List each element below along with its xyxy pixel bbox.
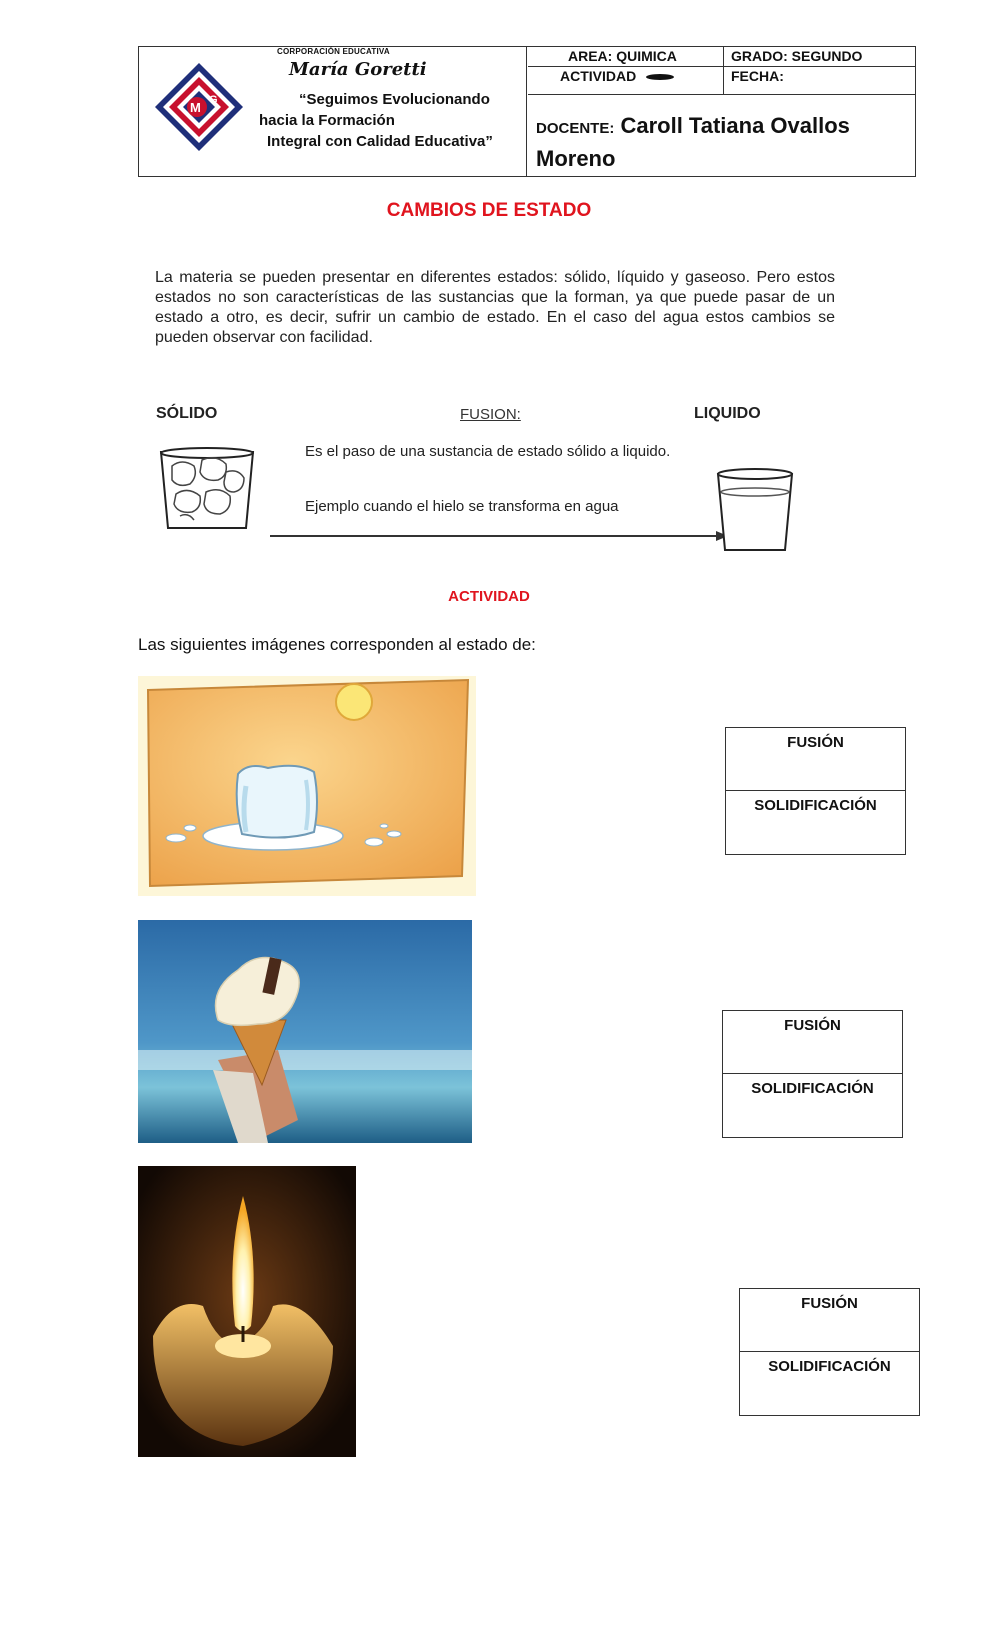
activity-prompt: Las siguientes imágenes corresponden al estado de: [138,635,536,654]
header-school-cell [139,47,527,176]
activity-oval-icon [646,74,674,80]
teacher-name: Caroll Tatiana Ovallos [620,113,850,138]
divider [723,47,724,94]
date-field[interactable]: FECHA: [731,68,784,84]
ice-cream-image [138,920,472,1143]
answer-box [725,727,906,855]
liquid-label: LIQUIDO [694,405,761,422]
divider [528,94,915,95]
fusion-label: FUSION: [460,406,521,423]
solid-label: SÓLIDO [156,405,218,422]
header-info-cell [528,47,915,176]
option-solidification[interactable]: SOLIDIFICACIÓN [754,797,877,814]
answer-box [722,1010,903,1138]
answer-box [739,1288,920,1416]
divider [528,66,915,67]
header-table [138,46,916,177]
activity-field[interactable] [560,68,674,84]
teacher-label: DOCENTE: [536,120,615,137]
motto-line: Integral con Calidad Educativa” [267,133,493,150]
water-glass-icon [715,466,795,556]
motto-line: “Seguimos Evolucionando [299,91,490,108]
arrow-right-icon [270,530,730,542]
fusion-description: Es el paso de una sustancia de estado sólido a liquido. [305,443,671,460]
corporation-label: CORPORACIÓN EDUCATIVA [277,47,390,56]
area-label: AREA: QUIMICA [568,48,677,64]
svg-text:G: G [209,94,218,106]
school-motto [259,89,509,152]
school-logo [151,59,247,155]
fusion-example: Ejemplo cuando el hielo se transforma en agua [305,498,619,515]
option-solidification[interactable]: SOLIDIFICACIÓN [751,1080,874,1097]
teacher-block [536,111,906,174]
option-fusion[interactable]: FUSIÓN [740,1289,919,1352]
option-solidification[interactable]: SOLIDIFICACIÓN [768,1358,891,1375]
school-name: María Goretti [289,59,427,80]
page-title: CAMBIOS DE ESTADO [386,200,592,221]
option-fusion[interactable]: FUSIÓN [723,1011,902,1074]
grade-label: GRADO: SEGUNDO [731,48,863,64]
melting-ice-image [138,676,476,896]
motto-line: hacia la Formación [259,112,395,129]
svg-text:M: M [190,100,201,115]
activity-title: ACTIVIDAD [448,588,530,605]
activity-label: ACTIVIDAD [560,68,637,84]
teacher-name: Moreno [536,146,616,171]
melting-candle-image [138,1166,356,1457]
ice-glass-icon [158,446,256,532]
intro-paragraph: La materia se pueden presentar en diferentes estados: sólido, líquido y gaseoso. Pero estos estados no son características de las sustancias que la forman, ya que puede pasar de un estado a otro, es decir, sufrir un cambio de estado. En el caso del agua estos cambios se pueden observar con facilidad. [155,269,835,346]
option-fusion[interactable]: FUSIÓN [726,728,905,791]
